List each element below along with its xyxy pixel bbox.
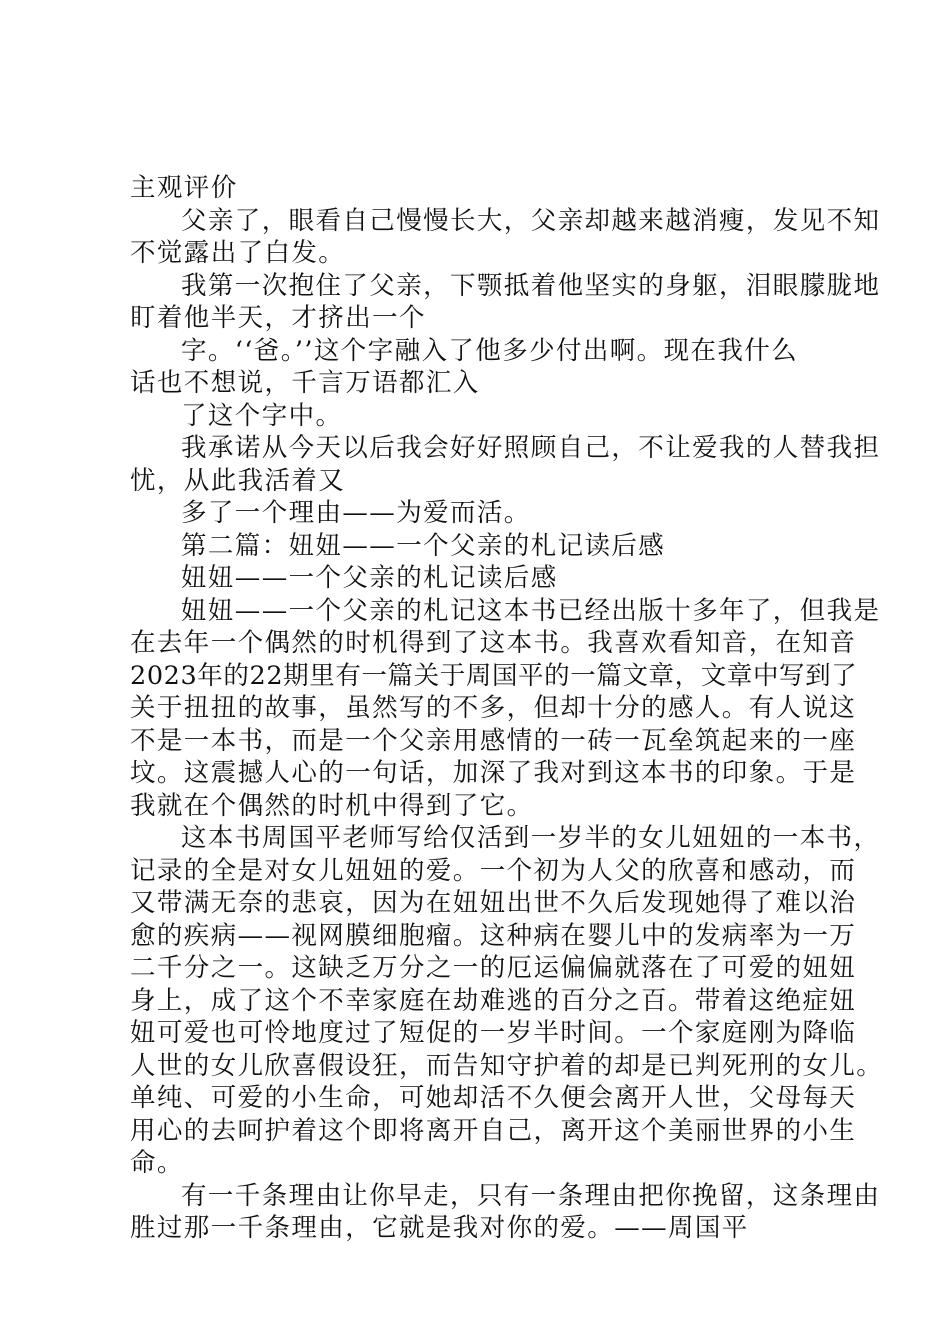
text-line: 盯着他半天，才挤出一个: [130, 303, 426, 333]
text-line: 记录的全是对女儿妞妞的爱。一个初为人父的欣喜和感动，而: [130, 855, 857, 886]
text-line: 身上，成了这个不幸家庭在劫难逃的百分之百。带着这绝症妞: [130, 985, 857, 1016]
text-line: 二千分之一。这缺乏万分之一的厄运偏偏就落在了可爱的妞妞: [130, 953, 857, 983]
text-line: 2023年的22期里有一篇关于周国平的一篇文章，文章中写到了: [130, 660, 858, 691]
text-line: 我承诺从今天以后我会好好照顾自己，不让爱我的人替我担: [181, 433, 881, 463]
heading-subjective-evaluation: 主观评价: [130, 173, 238, 203]
article-title: 妞妞——一个父亲的札记读后感: [181, 563, 558, 593]
text-line: 命。: [130, 1148, 184, 1178]
text-line: 话也不想说，千言万语都汇入: [130, 368, 480, 398]
text-line: 关于扭扭的故事，虽然写的不多，但却十分的感人。有人说这: [130, 693, 857, 723]
text-line: 愈的疾病——视网膜细胞瘤。这种病在婴儿中的发病率为一万: [130, 920, 857, 951]
text-line: 不觉露出了白发。: [130, 238, 346, 268]
document-body: [130, 172, 884, 1245]
text-line: 字。‘‘爸。’’这个字融入了他多少付出啊。现在我什么: [181, 335, 799, 366]
section-title-second-article: 第二篇：妞妞——一个父亲的札记读后感: [181, 530, 666, 561]
text-line: 这本书周国平老师写给仅活到一岁半的女儿妞妞的一本书，: [181, 823, 881, 853]
text-line: 多了一个理由——为爱而活。: [181, 498, 531, 528]
text-line: 在去年一个偶然的时机得到了这本书。我喜欢看知音，在知音: [130, 628, 857, 658]
text-line: 又带满无奈的悲哀，因为在妞妞出世不久后发现她得了难以治: [130, 888, 857, 918]
text-line: 妞可爱也可怜地度过了短促的一岁半时间。一个家庭刚为降临: [130, 1018, 857, 1048]
text-line: 了这个字中。: [181, 400, 343, 431]
text-line: 胜过那一千条理由，它就是我对你的爱。——周国平: [130, 1213, 749, 1243]
text-line: 用心的去呵护着这个即将离开自己，离开这个美丽世界的小生: [130, 1115, 857, 1146]
text-line: 单纯、可爱的小生命，可她却活不久便会离开人世，父母每天: [130, 1083, 857, 1113]
text-line: 我就在个偶然的时机中得到了它。: [130, 790, 534, 821]
text-line: 我第一次抱住了父亲，下颚抵着他坚实的身躯，泪眼朦胧地: [181, 270, 881, 301]
text-line: 不是一本书，而是一个父亲用感情的一砖一瓦垒筑起来的一座: [130, 725, 857, 756]
text-line: 父亲了，眼看自己慢慢长大，父亲却越来越消瘦，发见不知: [181, 205, 881, 236]
text-line: 有一千条理由让你早走，只有一条理由把你挽留，这条理由: [181, 1180, 881, 1211]
text-line: 人世的女儿欣喜假设狂，而告知守护着的却是已判死刑的女儿。: [130, 1050, 884, 1081]
text-line: 坟。这震撼人心的一句话，加深了我对到这本书的印象。于是: [130, 758, 857, 788]
text-line: 忧，从此我活着又: [130, 465, 346, 496]
text-line: 妞妞——一个父亲的札记这本书已经出版十多年了，但我是: [181, 595, 881, 626]
